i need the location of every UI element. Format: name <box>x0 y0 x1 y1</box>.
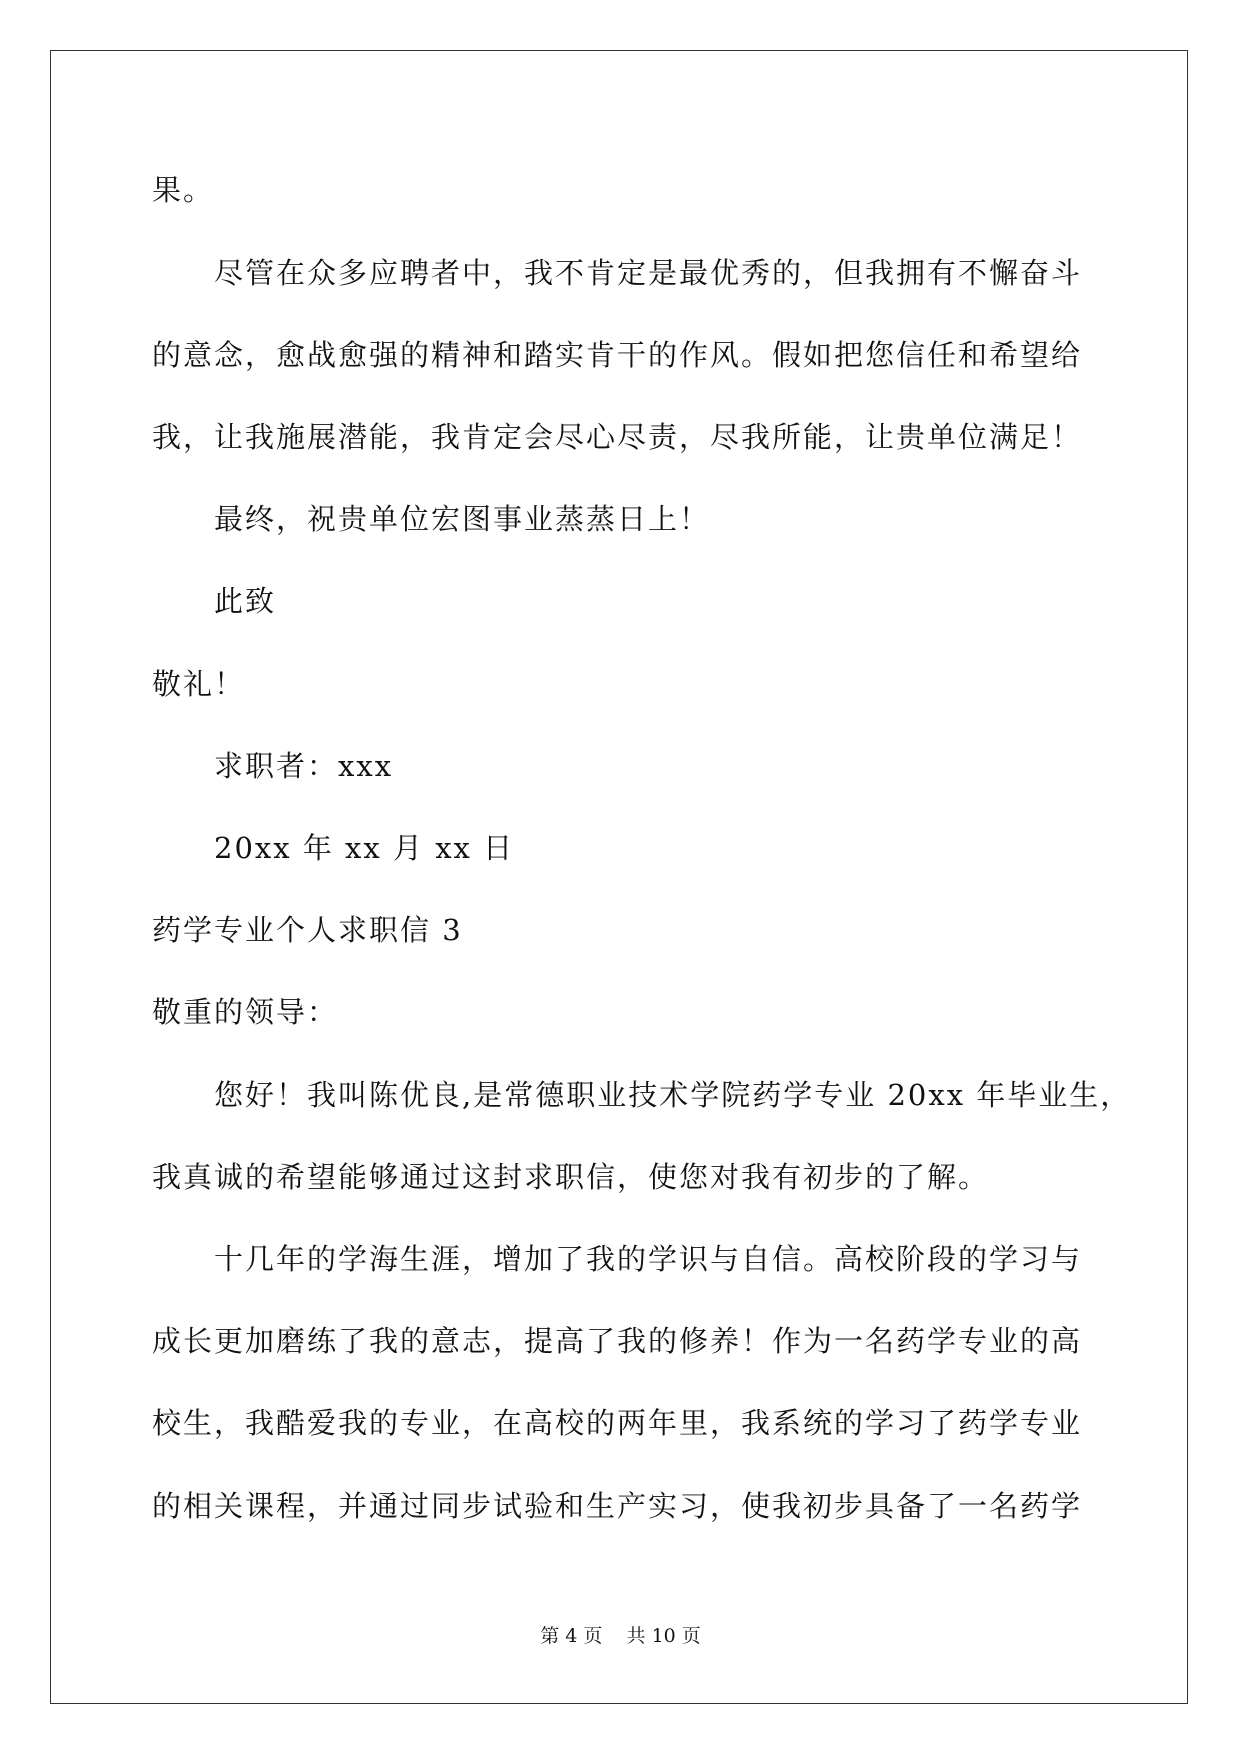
section-heading: 药学专业个人求职信 3 <box>152 913 463 947</box>
body-line: 成长更加磨练了我的意志，提高了我的修养！作为一名药学专业的高 <box>152 1324 1083 1358</box>
greeting: 敬重的领导： <box>152 995 339 1029</box>
body-line: 的相关课程，并通过同步试验和生产实习，使我初步具备了一名药学 <box>152 1489 1083 1523</box>
body-line: 您好！我叫陈优良,是常德职业技术学院药学专业 20xx 年毕业生， <box>214 1078 1132 1112</box>
body-line: 我真诚的希望能够通过这封求职信，使您对我有初步的了解。 <box>152 1160 990 1194</box>
body-line: 十几年的学海生涯，增加了我的学识与自信。高校阶段的学习与 <box>214 1242 1083 1276</box>
body-line: 最终，祝贵单位宏图事业蒸蒸日上！ <box>214 502 711 536</box>
closing-regards: 敬礼！ <box>152 667 246 701</box>
body-line: 的意念，愈战愈强的精神和踏实肯干的作风。假如把您信任和希望给 <box>152 338 1083 372</box>
body-line: 尽管在众多应聘者中，我不肯定是最优秀的，但我拥有不懈奋斗 <box>214 256 1083 290</box>
body-line: 果。 <box>152 173 215 207</box>
date-line: 20xx 年 xx 月 xx 日 <box>214 831 515 865</box>
body-line: 校生，我酷爱我的专业，在高校的两年里，我系统的学习了药学专业 <box>152 1406 1083 1440</box>
page-number: 第 4 页 共 10 页 <box>540 1625 701 1647</box>
signature: 求职者：xxx <box>214 749 394 783</box>
closing-salutation: 此致 <box>214 584 277 618</box>
body-line: 我，让我施展潜能，我肯定会尽心尽责，尽我所能，让贵单位满足！ <box>152 420 1083 454</box>
page-border <box>50 50 1188 1704</box>
